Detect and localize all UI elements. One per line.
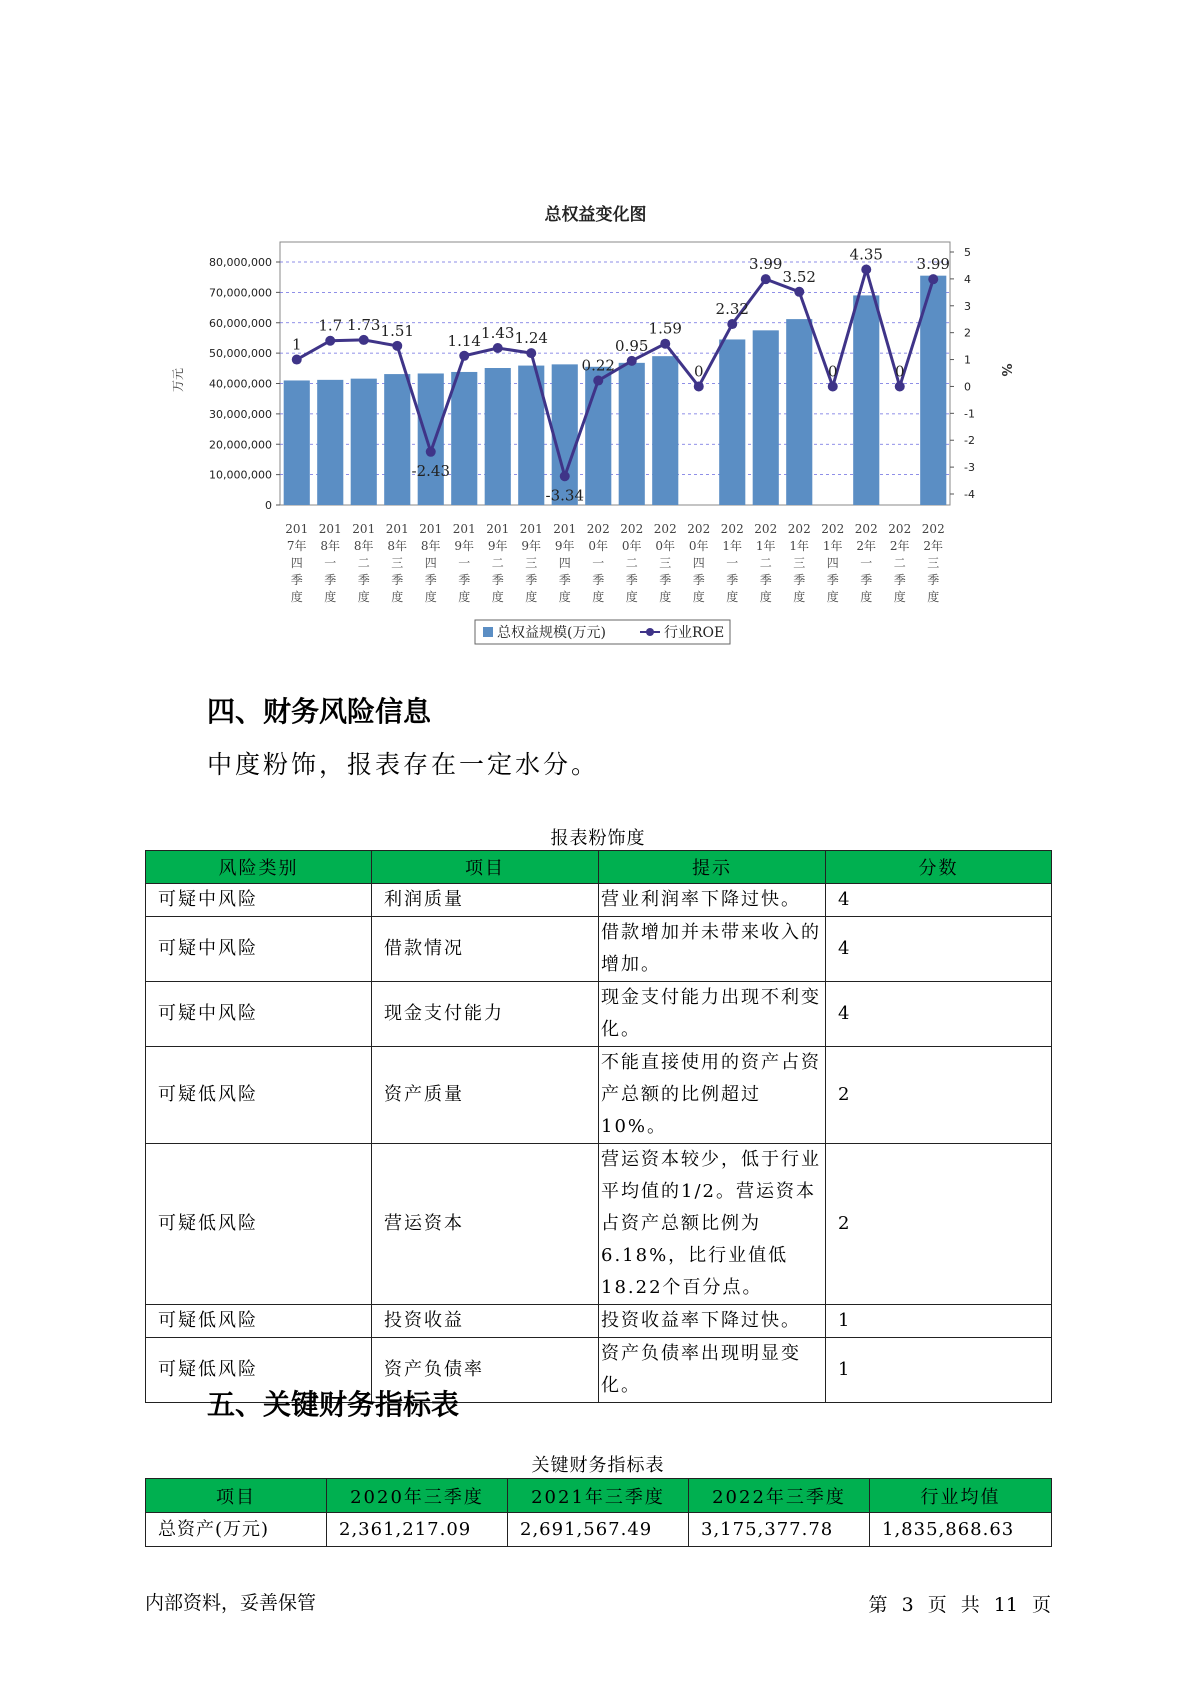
- risk-score-cell: 2: [826, 1047, 1052, 1144]
- x-tick-label: 度: [826, 590, 839, 604]
- x-tick-label: 季: [391, 573, 404, 587]
- x-tick-label: 度: [357, 590, 370, 604]
- header-risk-category: 风险类别: [146, 851, 372, 884]
- x-tick-label: 季: [860, 573, 873, 587]
- risk-item-cell: 投资收益: [372, 1305, 599, 1338]
- risk-score-cell: 4: [826, 917, 1052, 982]
- roe-data-label: 4.35: [849, 245, 883, 264]
- x-tick-label: 度: [726, 590, 739, 604]
- x-tick-label: 1年: [722, 539, 743, 553]
- x-tick-label: 201: [285, 522, 309, 536]
- table-row: [146, 1305, 1052, 1338]
- risk-item-cell: 资产负债率: [372, 1338, 599, 1403]
- kpi-cell: 1,835,868.63: [870, 1513, 1052, 1547]
- x-tick-label: 201: [553, 522, 577, 536]
- x-tick-label: 202: [687, 522, 711, 536]
- x-tick-label: 度: [927, 590, 940, 604]
- x-tick-label: 1年: [789, 539, 810, 553]
- kpi-cell: 3,175,377.78: [689, 1513, 870, 1547]
- x-tick-label: 1年: [822, 539, 843, 553]
- x-tick-label: 三: [793, 556, 806, 570]
- risk-hint-cell: 借款增加并未带来收入的增加。: [599, 917, 826, 982]
- left-tick-label: 50,000,000: [209, 347, 272, 361]
- kpi-table-header-row: [146, 1479, 1052, 1513]
- x-tick-label: 季: [558, 573, 571, 587]
- x-tick-label: 四: [558, 556, 571, 570]
- kpi-table-caption: 关键财务指标表: [531, 1455, 665, 1476]
- x-tick-label: 三: [391, 556, 404, 570]
- risk-hint-cell: 现金支付能力出现不利变化。: [599, 982, 826, 1047]
- bar: [384, 374, 410, 505]
- footer-confidential: 内部资料，妥善保管: [145, 1592, 317, 1614]
- x-tick-label: 202: [921, 522, 945, 536]
- roe-data-label: 1.14: [447, 331, 481, 350]
- risk-item-cell: 资产质量: [372, 1047, 599, 1144]
- bar: [853, 295, 879, 505]
- x-tick-label: 8年: [420, 539, 441, 553]
- x-tick-label: 度: [659, 590, 672, 604]
- x-tick-label: 9年: [554, 539, 575, 553]
- table-row: [146, 982, 1052, 1047]
- roe-data-label: 3.52: [782, 267, 816, 286]
- roe-data-label: 1.7: [318, 316, 343, 335]
- roe-point: [895, 381, 905, 391]
- section4-heading: 四、财务风险信息: [207, 695, 432, 728]
- kpi-cell: 总资产(万元): [146, 1513, 327, 1547]
- kpi-cell: 2,361,217.09: [327, 1513, 508, 1547]
- x-tick-label: 度: [290, 590, 303, 604]
- x-tick-label: 202: [720, 522, 744, 536]
- x-tick-label: 2年: [923, 539, 944, 553]
- bar: [619, 363, 645, 505]
- x-tick-label: 度: [625, 590, 638, 604]
- x-tick-label: 度: [491, 590, 504, 604]
- header-item: 项目: [372, 851, 599, 884]
- x-tick-label: 度: [793, 590, 806, 604]
- x-tick-label: 202: [821, 522, 845, 536]
- x-tick-label: 四: [692, 556, 705, 570]
- x-tick-label: 9年: [454, 539, 475, 553]
- x-tick-label: 201: [486, 522, 510, 536]
- x-tick-label: 201: [519, 522, 543, 536]
- x-tick-label: 7年: [286, 539, 307, 553]
- x-tick-label: 度: [525, 590, 538, 604]
- risk-table: [145, 850, 1052, 1403]
- x-tick-label: 2年: [889, 539, 910, 553]
- bar: [719, 339, 745, 505]
- roe-point: [828, 381, 838, 391]
- x-tick-label: 季: [592, 573, 605, 587]
- x-tick-label: 度: [391, 590, 404, 604]
- bar: [786, 319, 812, 505]
- x-tick-label: 季: [726, 573, 739, 587]
- roe-data-label: 0.95: [615, 336, 649, 355]
- left-tick-label: 70,000,000: [209, 286, 272, 300]
- x-tick-label: 四: [424, 556, 437, 570]
- risk-cat-cell: 可疑低风险: [146, 1144, 372, 1305]
- table-row: [146, 884, 1052, 917]
- risk-cat-cell: 可疑低风险: [146, 1047, 372, 1144]
- roe-point: [526, 348, 536, 358]
- x-tick-label: 季: [424, 573, 437, 587]
- x-tick-label: 202: [620, 522, 644, 536]
- roe-point: [861, 264, 871, 274]
- kpi-header-2022q3: 2022年三季度: [689, 1479, 870, 1513]
- roe-data-label: 0.22: [581, 356, 615, 375]
- x-tick-label: 度: [424, 590, 437, 604]
- roe-data-label: 1.43: [481, 323, 515, 342]
- x-tick-label: 一: [726, 556, 739, 570]
- x-tick-label: 二: [759, 556, 772, 570]
- right-tick-label: 0: [964, 380, 971, 394]
- x-tick-label: 202: [854, 522, 878, 536]
- table-row: [146, 1047, 1052, 1144]
- risk-score-cell: 4: [826, 982, 1052, 1047]
- x-tick-label: 二: [357, 556, 370, 570]
- roe-data-label: 0: [827, 362, 838, 381]
- roe-point: [660, 339, 670, 349]
- x-tick-label: 季: [625, 573, 638, 587]
- x-tick-label: 度: [692, 590, 705, 604]
- kpi-cell: 2,691,567.49: [508, 1513, 689, 1547]
- x-tick-label: 0年: [688, 539, 709, 553]
- table-row: [146, 1144, 1052, 1305]
- roe-point: [794, 287, 804, 297]
- x-tick-label: 季: [357, 573, 370, 587]
- risk-cat-cell: 可疑中风险: [146, 917, 372, 982]
- bar: [552, 364, 578, 505]
- risk-cat-cell: 可疑中风险: [146, 982, 372, 1047]
- x-tick-label: 季: [491, 573, 504, 587]
- risk-item-cell: 营运资本: [372, 1144, 599, 1305]
- left-tick-label: 0: [265, 499, 272, 512]
- bar: [284, 380, 310, 505]
- left-tick-label: 80,000,000: [209, 256, 272, 269]
- section5-heading: 五、关键财务指标表: [207, 1388, 460, 1421]
- legend-bar-label: 总权益规模(万元): [497, 625, 606, 641]
- left-tick-label: 30,000,000: [209, 407, 272, 421]
- roe-point: [292, 355, 302, 365]
- x-tick-label: 202: [754, 522, 778, 536]
- roe-point: [928, 274, 938, 284]
- bar: [753, 330, 779, 505]
- x-tick-label: 四: [826, 556, 839, 570]
- x-tick-label: 度: [458, 590, 471, 604]
- x-tick-label: 9年: [487, 539, 508, 553]
- roe-point: [493, 343, 503, 353]
- x-tick-label: 度: [324, 590, 337, 604]
- risk-hint-cell: 不能直接使用的资产占资产总额的比例超过10%。: [599, 1047, 826, 1144]
- roe-data-label: 2.32: [715, 300, 749, 319]
- x-tick-label: 201: [419, 522, 443, 536]
- left-tick-label: 40,000,000: [209, 377, 272, 391]
- risk-table-caption: 报表粉饰度: [550, 828, 646, 849]
- header-hint: 提示: [599, 851, 826, 884]
- risk-item-cell: 借款情况: [372, 917, 599, 982]
- x-tick-label: 8年: [387, 539, 408, 553]
- kpi-header-item: 项目: [146, 1479, 327, 1513]
- roe-data-label: 1.24: [514, 329, 548, 348]
- x-tick-label: 202: [653, 522, 677, 536]
- x-tick-label: 一: [324, 556, 337, 570]
- roe-point: [761, 274, 771, 284]
- risk-cat-cell: 可疑中风险: [146, 884, 372, 917]
- x-tick-label: 季: [793, 573, 806, 587]
- roe-data-label: 1.59: [648, 319, 682, 338]
- x-tick-label: 度: [592, 590, 605, 604]
- roe-data-label: -2.43: [411, 461, 450, 480]
- right-axis-label: %: [998, 363, 1013, 377]
- x-tick-label: 度: [759, 590, 772, 604]
- roe-data-label: 1.51: [380, 321, 414, 340]
- roe-point: [627, 356, 637, 366]
- legend-bar-swatch: [483, 627, 493, 637]
- right-tick-label: 4: [964, 272, 971, 286]
- legend-line-marker: [646, 628, 654, 636]
- roe-point: [459, 351, 469, 361]
- x-tick-label: 季: [927, 573, 940, 587]
- risk-item-cell: 利润质量: [372, 884, 599, 917]
- roe-data-label: 3.99: [916, 255, 950, 274]
- x-tick-label: 季: [893, 573, 906, 587]
- x-tick-label: 度: [558, 590, 571, 604]
- bar: [485, 368, 511, 505]
- footer-page-number: 第 3 页 共 11 页: [868, 1594, 1051, 1616]
- bar: [418, 373, 444, 505]
- x-tick-label: 一: [860, 556, 873, 570]
- roe-point: [727, 319, 737, 329]
- bar: [652, 356, 678, 505]
- kpi-table: [145, 1478, 1052, 1547]
- x-tick-label: 一: [458, 556, 471, 570]
- x-tick-label: 8年: [353, 539, 374, 553]
- x-tick-label: 季: [659, 573, 672, 587]
- right-tick-label: 2: [964, 326, 971, 340]
- right-tick-label: 3: [964, 299, 971, 313]
- section4-paragraph: 中度粉饰，报表存在一定水分。: [207, 750, 600, 779]
- roe-data-label: 1.73: [347, 315, 381, 334]
- roe-data-label: 1: [291, 335, 302, 354]
- risk-hint-cell: 投资收益率下降过快。: [599, 1305, 826, 1338]
- roe-data-label: 3.99: [749, 255, 783, 274]
- x-tick-label: 三: [927, 556, 940, 570]
- right-tick-label: -2: [964, 434, 975, 448]
- roe-data-label: 0: [894, 362, 905, 381]
- chart-title: 总权益变化图: [544, 205, 647, 225]
- x-tick-label: 季: [759, 573, 772, 587]
- roe-point: [426, 447, 436, 457]
- x-tick-label: 2年: [856, 539, 877, 553]
- x-tick-label: 202: [787, 522, 811, 536]
- equity-chart: [160, 230, 1040, 660]
- risk-hint-cell: 营业利润率下降过快。: [599, 884, 826, 917]
- risk-hint-cell: 资产负债率出现明显变化。: [599, 1338, 826, 1403]
- x-tick-label: 三: [525, 556, 538, 570]
- right-tick-label: 5: [964, 246, 971, 259]
- x-tick-label: 季: [525, 573, 538, 587]
- right-tick-label: -1: [964, 407, 975, 421]
- x-tick-label: 0年: [655, 539, 676, 553]
- x-tick-label: 度: [860, 590, 873, 604]
- x-tick-label: 三: [659, 556, 672, 570]
- x-tick-label: 0年: [588, 539, 609, 553]
- table-row: [146, 917, 1052, 982]
- bar: [451, 372, 477, 505]
- plot-frame: [280, 242, 950, 505]
- roe-point: [694, 381, 704, 391]
- risk-score-cell: 2: [826, 1144, 1052, 1305]
- roe-point: [560, 471, 570, 481]
- x-tick-label: 8年: [320, 539, 341, 553]
- risk-cat-cell: 可疑低风险: [146, 1305, 372, 1338]
- roe-point: [325, 336, 335, 346]
- x-tick-label: 0年: [621, 539, 642, 553]
- table-row: [146, 1513, 1052, 1547]
- left-tick-label: 60,000,000: [209, 316, 272, 330]
- kpi-header-2021q3: 2021年三季度: [508, 1479, 689, 1513]
- x-tick-label: 季: [290, 573, 303, 587]
- x-tick-label: 二: [491, 556, 504, 570]
- x-tick-label: 202: [586, 522, 610, 536]
- roe-point: [593, 376, 603, 386]
- roe-data-label: 0: [693, 362, 704, 381]
- risk-score-cell: 4: [826, 884, 1052, 917]
- x-tick-label: 季: [324, 573, 337, 587]
- risk-score-cell: 1: [826, 1305, 1052, 1338]
- kpi-header-industry-avg: 行业均值: [870, 1479, 1052, 1513]
- x-tick-label: 201: [385, 522, 409, 536]
- x-tick-label: 季: [826, 573, 839, 587]
- x-tick-label: 二: [893, 556, 906, 570]
- risk-hint-cell: 营运资本较少，低于行业平均值的1/2。营运资本占资产总额比例为6.18%，比行业值低18.22个百分点。: [599, 1144, 826, 1305]
- x-tick-label: 202: [888, 522, 912, 536]
- risk-item-cell: 现金支付能力: [372, 982, 599, 1047]
- right-tick-label: 1: [964, 353, 971, 367]
- risk-cat-cell: 可疑低风险: [146, 1338, 372, 1403]
- risk-score-cell: 1: [826, 1338, 1052, 1403]
- x-tick-label: 季: [458, 573, 471, 587]
- header-score: 分数: [826, 851, 1052, 884]
- x-tick-label: 1年: [755, 539, 776, 553]
- x-tick-label: 201: [452, 522, 476, 536]
- bar: [317, 380, 343, 505]
- left-tick-label: 20,000,000: [209, 438, 272, 452]
- x-tick-label: 季: [692, 573, 705, 587]
- x-tick-label: 一: [592, 556, 605, 570]
- left-tick-label: 10,000,000: [209, 468, 272, 482]
- bar: [585, 367, 611, 505]
- bar: [351, 379, 377, 505]
- legend-line-label: 行业ROE: [664, 625, 725, 641]
- x-tick-label: 四: [290, 556, 303, 570]
- right-tick-label: -3: [964, 461, 975, 475]
- roe-point: [392, 341, 402, 351]
- roe-data-label: -3.34: [545, 486, 584, 505]
- x-tick-label: 201: [318, 522, 342, 536]
- x-tick-label: 9年: [521, 539, 542, 553]
- left-axis-label: 万元: [171, 367, 185, 393]
- risk-table-header-row: [146, 851, 1052, 884]
- x-tick-label: 二: [625, 556, 638, 570]
- roe-point: [359, 335, 369, 345]
- kpi-header-2020q3: 2020年三季度: [327, 1479, 508, 1513]
- x-tick-label: 201: [352, 522, 376, 536]
- right-tick-label: -4: [964, 488, 975, 501]
- x-tick-label: 度: [893, 590, 906, 604]
